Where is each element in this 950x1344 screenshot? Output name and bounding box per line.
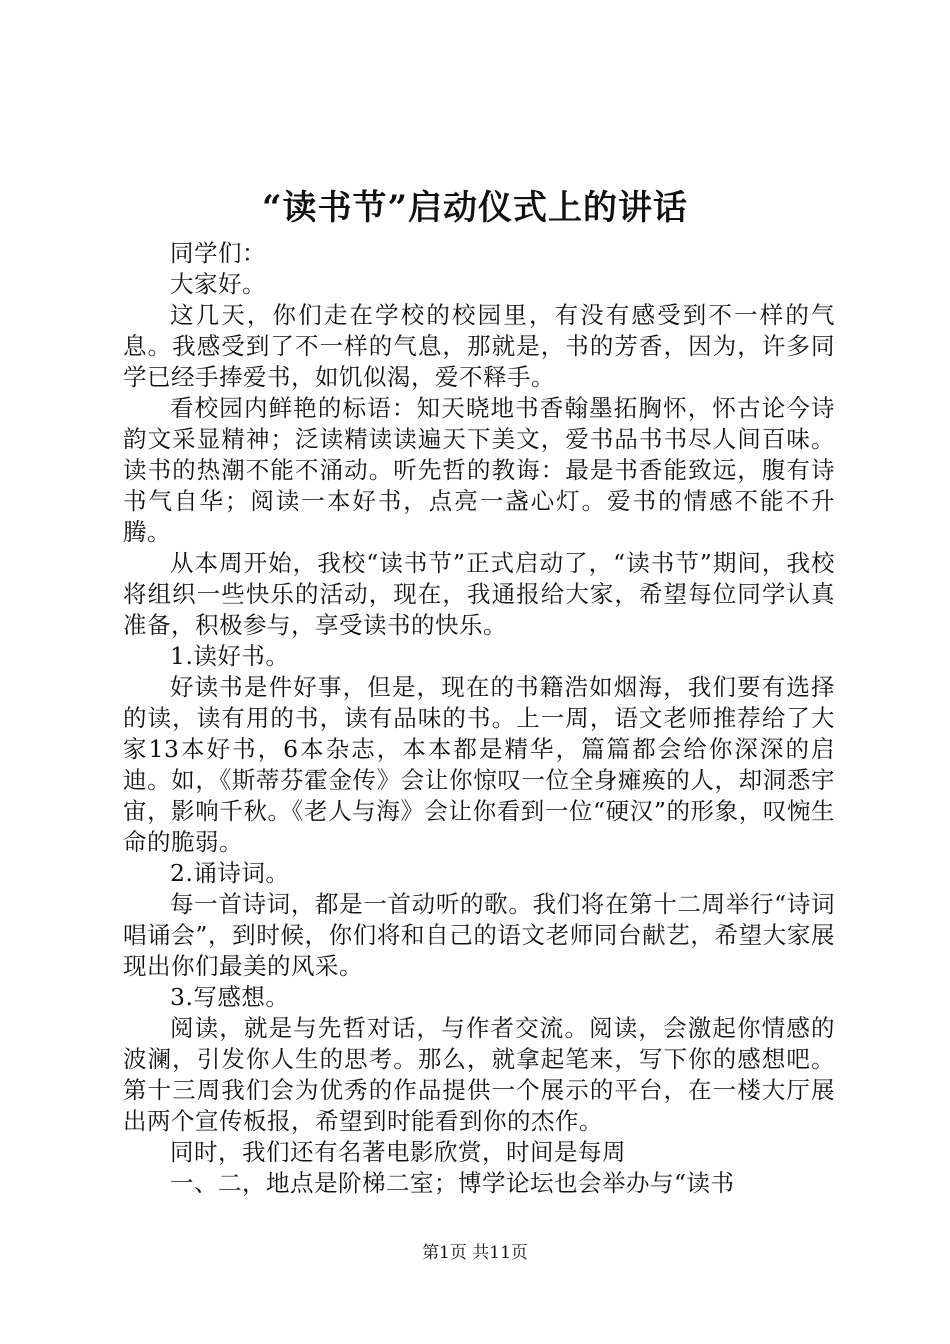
paragraph-venue: 一、二，地点是阶梯二室；博学论坛也会举办与“读书 bbox=[170, 1169, 735, 1197]
paragraph-intro: 这几天，你们走在学校的校园里，有没有感受到不一样的气息。我感受到了不一样的气息，那就是，书的芳香，因为，许多同学已经手捧爱书，如饥似渴，爱不释手。 bbox=[123, 301, 835, 391]
heading-write-thoughts: 3.写感想。 bbox=[170, 983, 290, 1011]
page-title: “读书节”启动仪式上的讲话 bbox=[261, 188, 689, 228]
heading-recite-poems: 2.诵诗词。 bbox=[170, 859, 290, 887]
paragraph-write-thoughts: 阅读，就是与先哲对话，与作者交流。阅读，会激起你情感的波澜，引发你人生的思考。那么，就拿起笔来，写下你的感想吧。第十三周我们会为优秀的作品提供一个展示的平台，在一楼大厅展出两个宣传板报，希望到时能看到你的杰作。 bbox=[123, 1014, 835, 1135]
paragraph-read-books: 好读书是件好事，但是，现在的书籍浩如烟海，我们要有选择的读，读有用的书，读有品味的书。上一周，语文老师推荐给了大家13本好书，6本杂志，本本都是精华，篇篇都会给你深深的启迪。如，《斯蒂芬霍金传》会让你惊叹一位全身瘫痪的人，却洞悉宇宙，影响千秋。《老人与海》会让你看到一位“硬汉”的形象，叹惋生命的脆弱。 bbox=[123, 673, 835, 856]
heading-read-books: 1.读好书。 bbox=[170, 642, 290, 670]
paragraph-greeting: 同学们： bbox=[170, 239, 266, 267]
page-footer: 第1页 共11页 bbox=[422, 1243, 528, 1263]
paragraph-slogans: 看校园内鲜艳的标语：知天晓地书香翰墨拓胸怀，怀古论今诗韵文采显精神；泛读精读读遍天下美文，爱书品书书尽人间百味。读书的热潮不能不涌动。听先哲的教诲：最是书香能致远，腹有诗书气自华；阅读一本好书，点亮一盏心灯。爱书的情感不能不升腾。 bbox=[123, 394, 835, 546]
paragraph-hello: 大家好。 bbox=[170, 270, 266, 298]
speech-body bbox=[123, 238, 835, 1199]
paragraph-launch: 从本周开始，我校“读书节”正式启动了，“读书节”期间，我校将组织一些快乐的活动，现在，我通报给大家，希望每位同学认真准备，积极参与，享受读书的快乐。 bbox=[123, 549, 835, 639]
paragraph-movies: 同时，我们还有名著电影欣赏，时间是每周 bbox=[170, 1138, 626, 1166]
paragraph-recite-poems: 每一首诗词，都是一首动听的歌。我们将在第十二周举行“诗词唱诵会”，到时候，你们将和自己的语文老师同台献艺，希望大家展现出你们最美的风采。 bbox=[123, 890, 835, 980]
